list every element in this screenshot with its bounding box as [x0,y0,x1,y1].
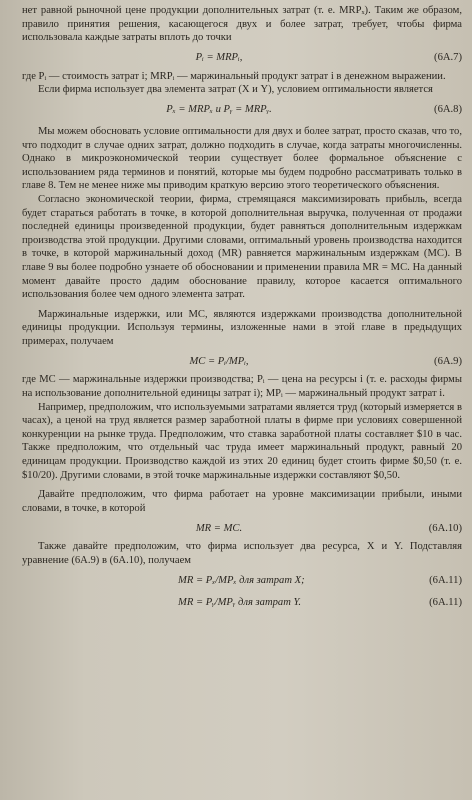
equation-number: (6A.9) [434,355,462,367]
paragraph: где MC — маржинальные издержки производства; Pᵢ — цена на ресурсы i (т. е. расходы фирмы на использование дополнительной единицы затрат i); MPᵢ — маржинальный продукт затрат i. [22,374,462,400]
equation-number: (6A.8) [434,104,462,116]
equation-formula: MR = Pᵧ/MPᵧ для затрат Y. [178,596,302,608]
paragraph: Если фирма использует два элемента затрат (X и Y), условием оптимальности является [38,84,433,96]
equation-formula: MC = Pᵢ/MPᵢ, [189,355,249,367]
equation-formula: MR = Pₓ/MPₓ для затрат X; [178,574,305,586]
equation-number: (6A.11) [429,574,462,586]
equation-6a10 [22,519,462,537]
paragraph: Давайте предположим, что фирма работает на уровне максимизации прибыли, иными словами, в точке, в которой [22,489,462,514]
equation-number: (6A.11) [429,596,462,608]
equation-number: (6A.10) [428,522,462,534]
paragraph: где Pᵢ — стоимость затрат i; MRPᵢ — маржинальный продукт затрат i в денежном выражении. [22,70,446,82]
paragraph: Мы можем обосновать условие оптимальности для двух и более затрат, просто сказав, что то, что подходит в случае одних затрат, должно подходить в случае, когда затраты многочисленны. Однако в микроэкономической теории существует более формальное объяснение с использованием ряда терминов и понятий, которые мы будем подробно рассматривать только в главе 8. Тем не менее ниже мы приводим краткую версию этого теоретического объяснения. [22,125,462,192]
equation-6a7 [22,49,462,67]
paragraph: Согласно экономической теории, фирма, стремящаяся максимизировать прибыль, всегда будет стараться работать в точке, в которой дополнительная выручка, полученная от продажи последней единицы произведенной продукции, будет равняться дополнительным издержкам производства этой продукции. Другими словами, оптимальный уровень производства находится в точке, в которой маржинальный доход (MR) равняется маржинальным издержкам (MC). В главе 9 вы более подробно узнаете об обосновании и применении правила MR = MC. На данный момент давайте просто дадим обоснование правилу, которое касается оптимального использования более чем одного элемента затрат. [22,193,462,301]
equation-6a11-y [22,594,462,612]
equation-formula: Pᵢ = MRPᵢ, [195,51,243,63]
equation-6a9 [22,352,462,370]
paragraph: Например, предположим, что используемыми затратами является труд (который измеряется в часах), а ценой на труд является размер заработной платы в фирме при условиях совершенной конкуренции на рынке труда. Предположим, что ставка заработной платы составляет $10 в час. Также предположим, что отдельный час труда имеет маржинальный продукт, равный 20 единицам продукции. Производство каждой из этих 20 единиц будет стоить фирме $0,50 (т. е. $10/20). Другими словами, в этой точке маржинальные издержки составляют $0,50. [22,401,462,481]
paragraph: Маржинальные издержки, или MC, являются издержками производства дополнительной единицы продукции. Используя термины, изложенные нами в этой главе в предыдущих примерах, получаем [22,308,462,347]
equation-formula: Pₓ = MRPₓ и Pᵧ = MRPᵧ. [166,104,272,116]
paragraph: нет равной рыночной цене продукции дополнительных затрат (т. е. MRPₓ). Таким же образом, правило принятия решения, касающегося двух и более затрат, требует, чтобы фирма использовала каждые затраты вплоть до точки [22,5,462,44]
equation-6a8 [22,101,462,119]
equation-number: (6A.7) [434,51,462,63]
equation-6a11-x [22,572,462,590]
equation-formula: MR = MC. [195,522,243,534]
paragraph: Также давайте предположим, что фирма использует два ресурса, X и Y. Подставляя уравнение (6A.9) в (6A.10), получаем [22,541,462,566]
